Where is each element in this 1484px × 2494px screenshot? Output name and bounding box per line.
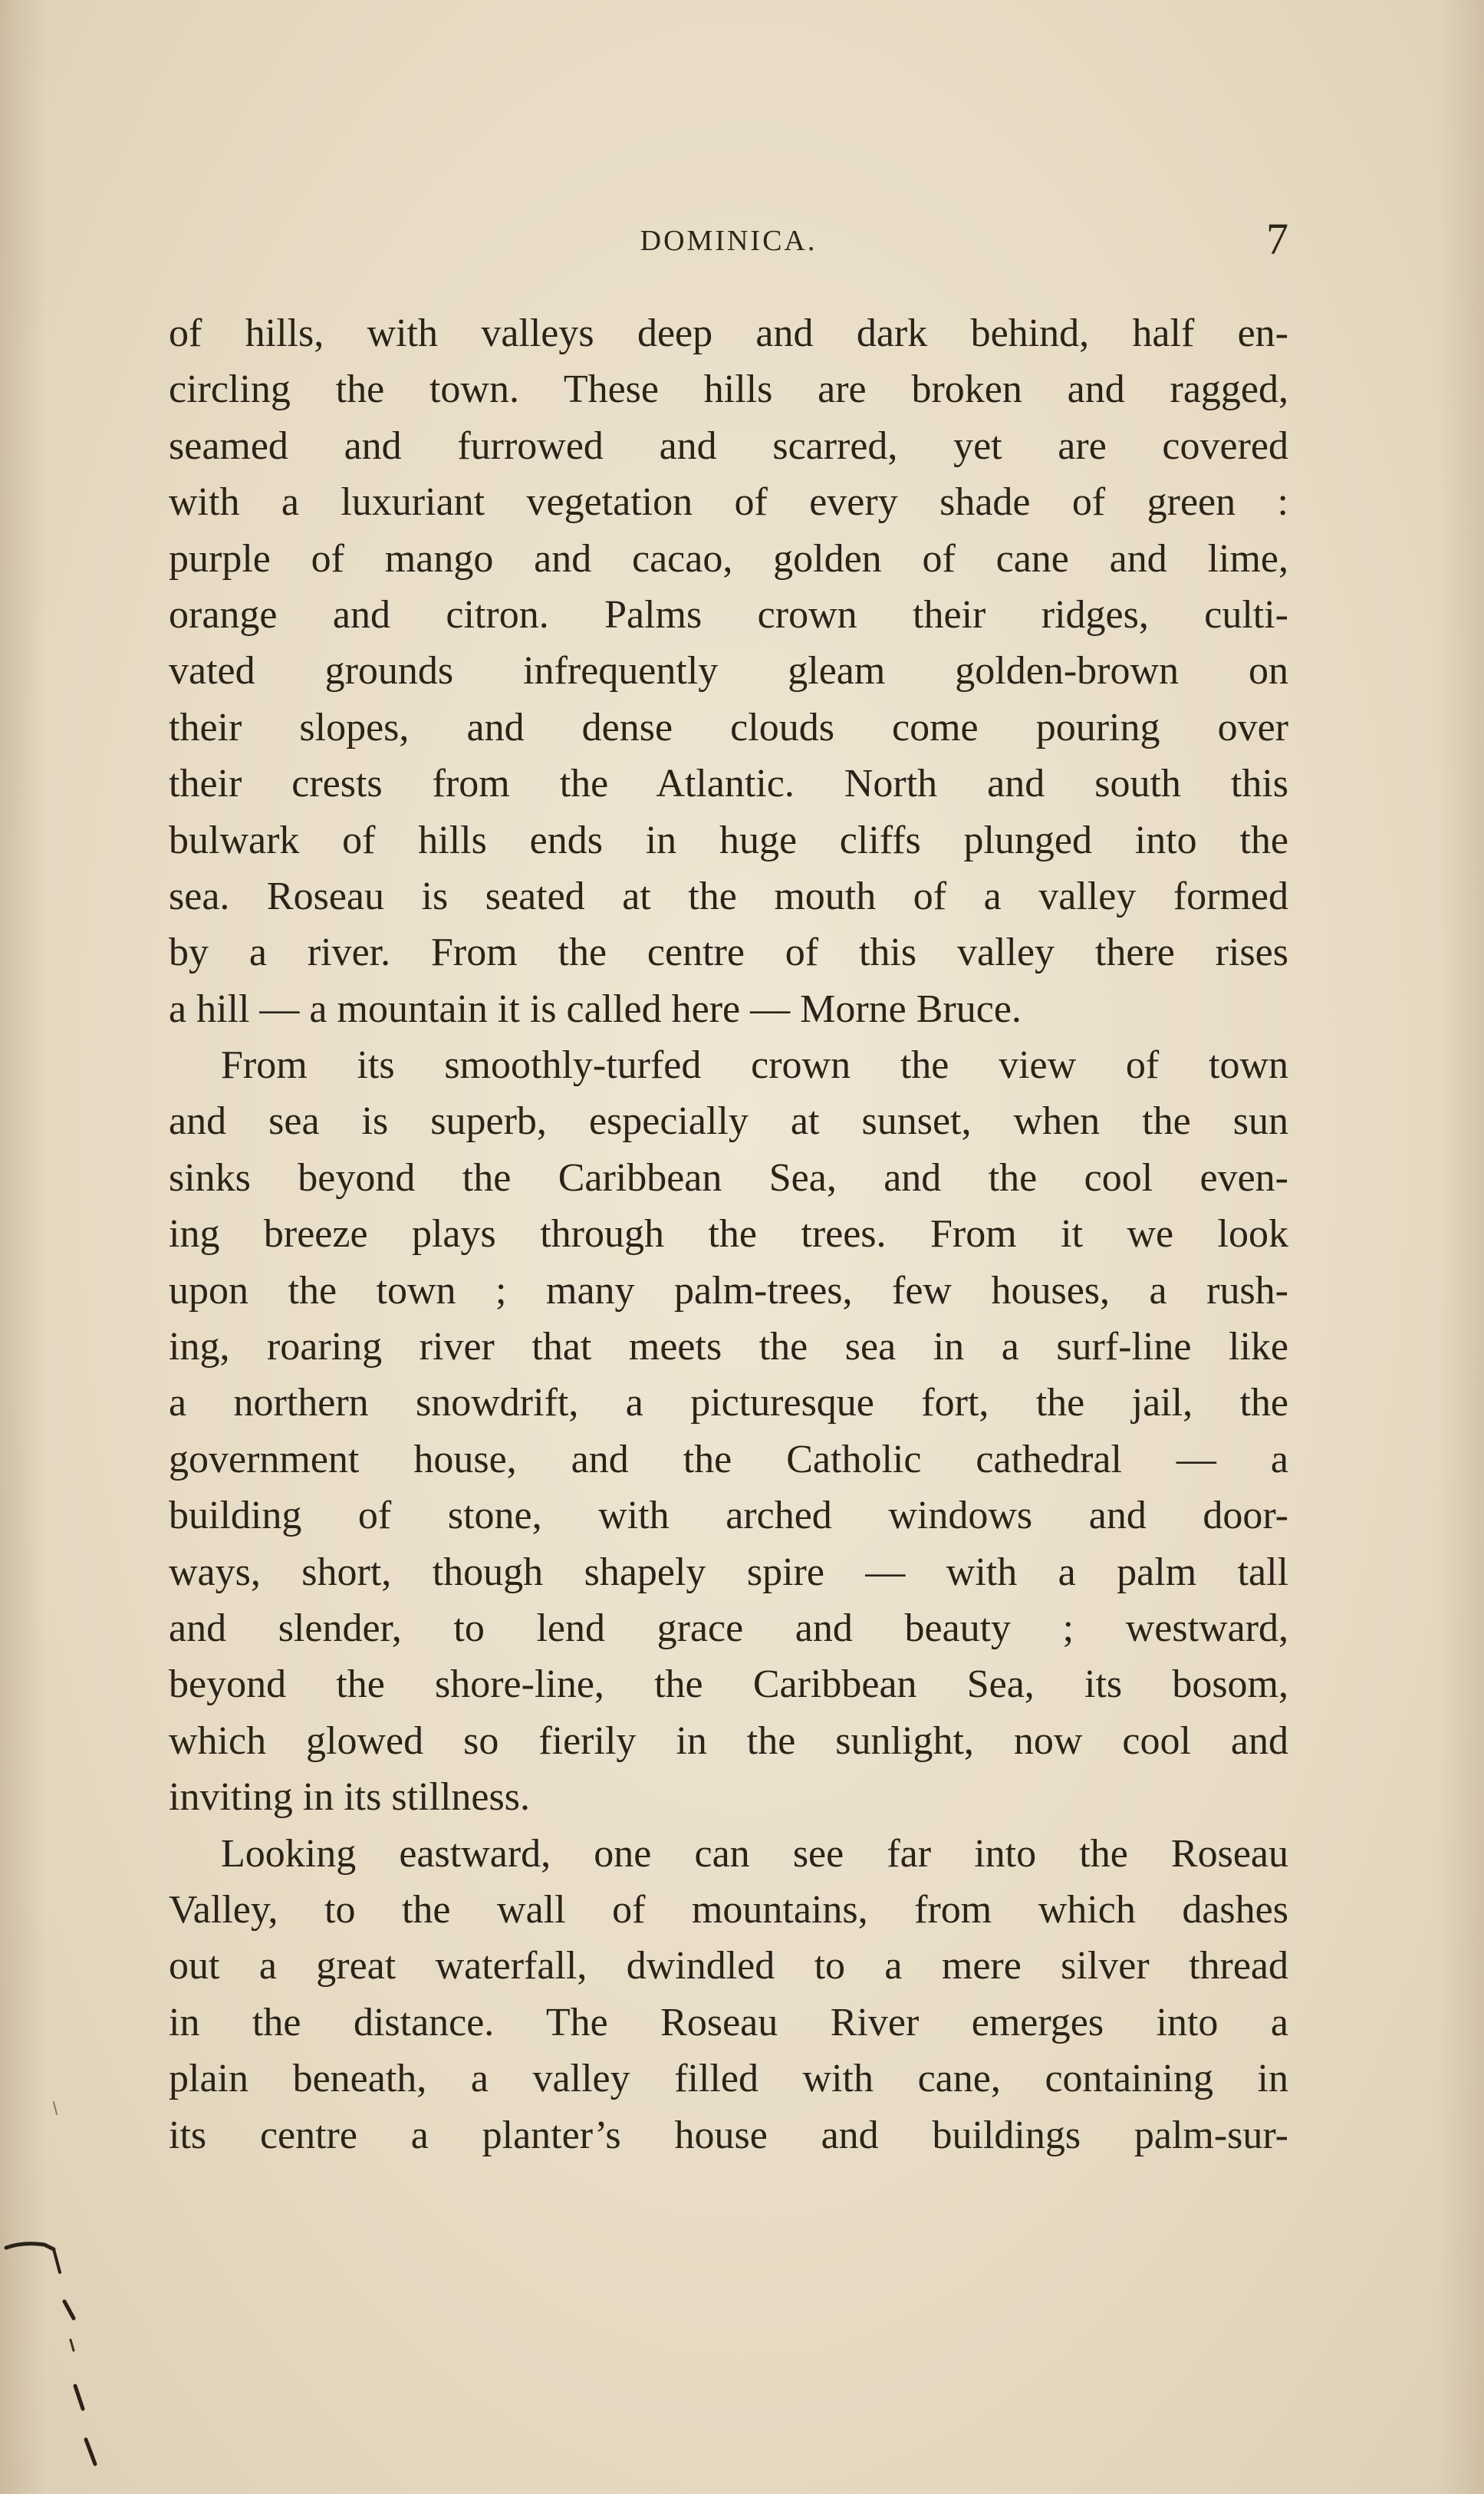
text-line: ways, short, though shapely spire — with a palm tall (169, 1550, 1288, 1594)
text-line: a hill — a mountain it is called here — Morne Bruce. (169, 987, 1022, 1031)
running-title: DOMINICA. (640, 225, 818, 257)
text-line: vated grounds infrequently gleam golden-brown on (169, 649, 1288, 694)
text-line: upon the town ; many palm-trees, few houses, a rush- (169, 1268, 1288, 1313)
page-number: 7 (1266, 214, 1288, 264)
text-line: their crests from the Atlantic. North and south this (169, 762, 1288, 806)
right-edge-shadow (1438, 0, 1484, 2494)
running-head (169, 213, 1288, 267)
text-line: purple of mango and cacao, golden of cane and lime, (169, 536, 1288, 581)
text-line: with a luxuriant vegetation of every shade of green : (169, 480, 1288, 525)
text-line: Looking eastward, one can see far into the Roseau (221, 1831, 1288, 1876)
text-line: sinks beyond the Caribbean Sea, and the cool even- (169, 1155, 1288, 1200)
text-line: circling the town. These hills are broken and ragged, (169, 367, 1288, 412)
text-line: orange and citron. Palms crown their ridges, culti- (169, 592, 1288, 637)
paragraph-1 (169, 305, 1288, 1037)
text-line: their slopes, and dense clouds come pouring over (169, 705, 1288, 750)
text-line: and sea is superb, especially at sunset, when the sun (169, 1099, 1288, 1144)
text-line: building of stone, with arched windows and door- (169, 1494, 1288, 1538)
body-text (169, 305, 1288, 2163)
text-line: in the distance. The Roseau River emerges into a (169, 2000, 1288, 2044)
text-line: bulwark of hills ends in huge cliffs plunged into the (169, 818, 1288, 862)
text-line: a northern snowdrift, a picturesque fort, the jail, the (169, 1381, 1288, 1425)
text-line: which glowed so fierily in the sunlight, now cool and (169, 1718, 1288, 1763)
text-line: government house, and the Catholic cathedral — a (169, 1437, 1288, 1481)
text-line: beyond the shore-line, the Caribbean Sea, its bosom, (169, 1662, 1288, 1707)
paragraph-3 (169, 1826, 1288, 2163)
text-line: sea. Roseau is seated at the mouth of a valley formed (169, 874, 1288, 918)
text-line: Valley, to the wall of mountains, from which dashes (169, 1887, 1288, 1932)
text-line: of hills, with valleys deep and dark behind, half en- (169, 311, 1288, 355)
text-line: ing, roaring river that meets the sea in a surf-line like (169, 1325, 1288, 1369)
text-line: plain beneath, a valley filled with cane, containing in (169, 2057, 1288, 2101)
text-line: From its smoothly-turfed crown the view of town (221, 1043, 1288, 1088)
text-line: ing breeze plays through the trees. From it we look (169, 1212, 1288, 1257)
text-line: seamed and furrowed and scarred, yet are covered (169, 423, 1288, 468)
paragraph-2 (169, 1037, 1288, 1825)
text-line: and slender, to lend grace and beauty ; westward, (169, 1606, 1288, 1650)
text-line: out a great waterfall, dwindled to a mere silver thread (169, 1944, 1288, 1988)
text-line: inviting in its stillness. (169, 1775, 530, 1820)
margin-ink-marks (0, 2071, 123, 2470)
text-line: its centre a planter’s house and buildings palm-sur- (169, 2113, 1288, 2157)
text-line: by a river. From the centre of this valley there rises (169, 931, 1288, 975)
